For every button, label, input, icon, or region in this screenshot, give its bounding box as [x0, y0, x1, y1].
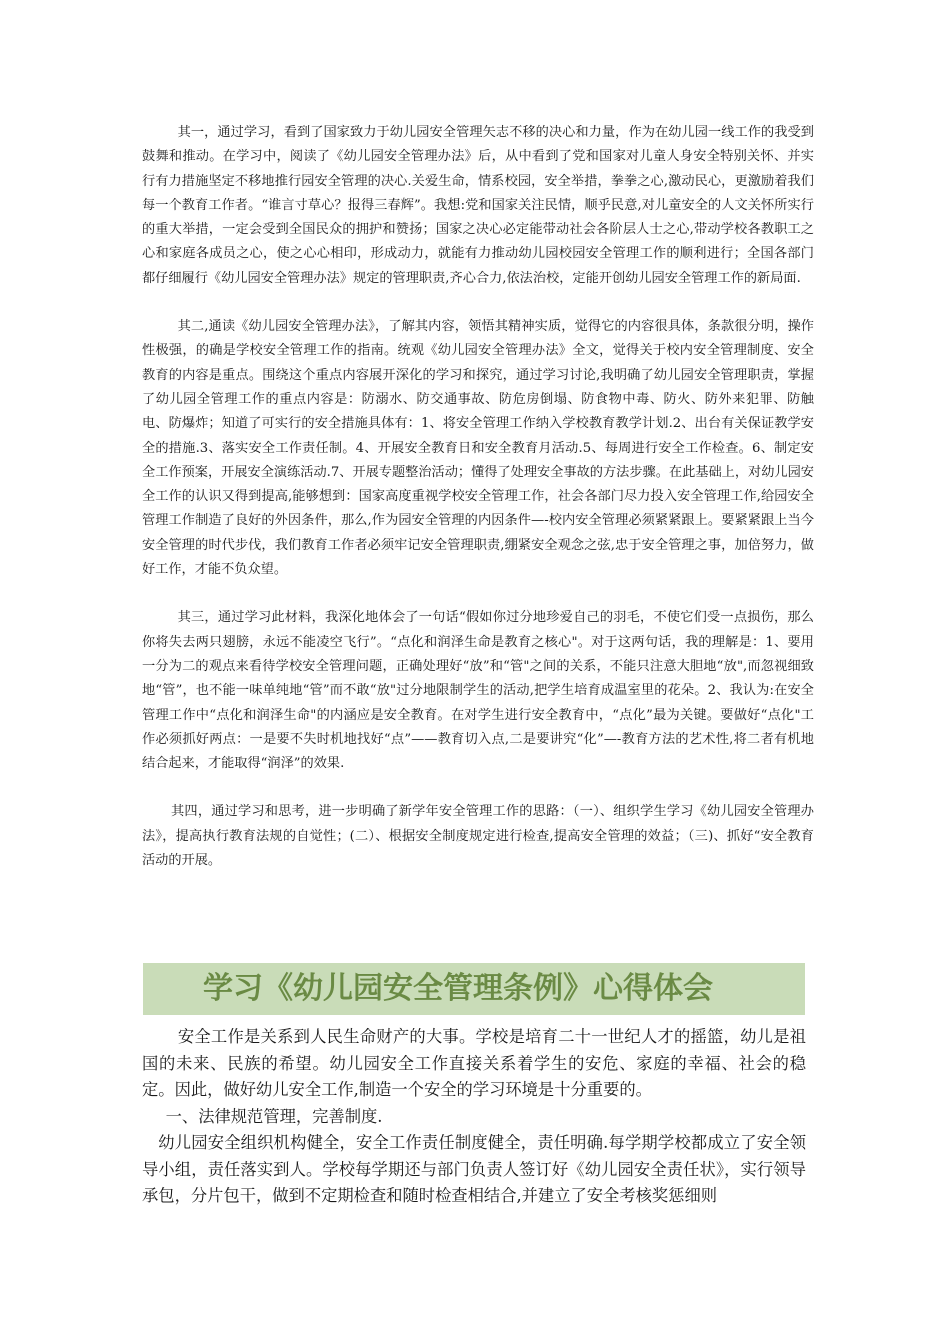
article-paragraph-intro: 安全工作是关系到人民生命财产的大事。学校是培育二十一世纪人才的摇篮，幼儿是祖国的未来、民族的希望。幼儿园安全工作直接关系着学生的安危、家庭的幸福、社会的稳定。因此，做好幼儿安全工作,制造一个安全的学习环境是十分重要的。	[142, 1027, 806, 1099]
banner-title: 学习《幼儿园安全管理条例》心得体会	[203, 971, 713, 1006]
article-section	[142, 1024, 806, 1210]
article-paragraph-2: 幼儿园安全组织机构健全，安全工作责任制度健全，责任明确.每学期学校都成立了安全领导小组，责任落实到人。学校每学期还与部门负责人签订好《幼儿园安全责任状》，实行领导承包，分片包干，做到不定期检查和随时检查相结合,并建立了安全考核奖惩细则	[142, 1133, 806, 1205]
paragraph-3: 其三，通过学习此材料，我深化地体会了一句话“假如你过分地珍爱自己的羽毛，不使它们受一点损伤，那么你将失去两只翅膀，永远不能凌空飞行”。“点化和润泽生命是教育之核心"。对于这两句话，我的理解是：1、要用一分为二的观点来看待学校安全管理问题，正确处理好“放”和“管"之间的关系，不能只注意大胆地“放",而忽视细致地“管”，也不能一味单纯地“管”而不敢“放"过分地限制学生的活动,把学生培育成温室里的花朵。2、我认为:在安全管理工作中“点化和润泽生命"的内涵应是安全教育。在对学生进行安全教育中，“点化”最为关键。要做好“点化"工作必须抓好两点：一是要不失时机地找好“点”——教育切入点,二是要讲究“化”—-教育方法的艺术性,将二者有机地结合起来，才能取得“润泽”的效果.	[142, 610, 814, 772]
paragraph-1: 其一，通过学习，看到了国家致力于幼儿园安全管理矢志不移的决心和力量，作为在幼儿园一线工作的我受到鼓舞和推动。在学习中，阅读了《幼儿园安全管理办法》后，从中看到了党和国家对儿童人身安全特别关怀、并实行有力措施坚定不移地推行园安全管理的决心.关爱生命，情系校园，安全举措，拳拳之心,激动民心，更激励着我们每一个教育工作者。“谁言寸草心？报得三春辉”。我想:党和国家关注民情，顺乎民意,对儿童安全的人文关怀所实行的重大举措，一定会受到全国民众的拥护和赞扬；国家之决心必定能带动社会各阶层人士之心,带动学校各教职工之心和家庭各成员之心，使之心心相印，形成动力，就能有力推动幼儿园校园安全管理工作的顺利进行；全国各部门都仔细履行《幼儿园安全管理办法》规定的管理职责,齐心合力,依法治校，定能开创幼儿园安全管理工作的新局面.	[142, 125, 814, 286]
reflection-section	[142, 121, 814, 873]
paragraph-2: 其二,通读《幼儿园安全管理办法》，了解其内容，领悟其精神实质，觉得它的内容很具体，条款很分明，操作性极强，的确是学校安全管理工作的指南。统观《幼儿园安全管理办法》全文，觉得关于校内安全管理制度、安全教育的内容是重点。围绕这个重点内容展开深化的学习和探究，通过学习讨论,我明确了幼儿园安全管理职责，掌握了幼儿园全管理工作的重点内容是：防溺水、防交通事故、防危房倒塌、防食物中毒、防火、防外来犯罪、防触电、防爆炸；知道了可实行的安全措施具体有：1、将安全管理工作纳入学校教育教学计划.2、出台有关保证教学安全的措施.3、落实安全工作责任制。4、开展安全教育日和安全教育月活动.5、每周进行安全工作检查。6、制定安全工作预案，开展安全演练活动.7、开展专题整治活动；懂得了处理安全事故的方法步骤。在此基础上，对幼儿园安全工作的认识又得到提高,能够想到：国家高度重视学校安全管理工作，社会各部门尽力投入安全管理工作,给园安全管理工作制造了良好的外因条件，那么,作为园安全管理的内因条件—-校内安全管理必须紧紧跟上。要紧紧跟上当今安全管理的时代步伐，我们教育工作者必须牢记安全管理职责,绷紧安全观念之弦,忠于安全管理之事，加倍努力，做好工作，才能不负众望。	[142, 319, 814, 578]
title-banner	[143, 963, 805, 1015]
paragraph-4: 其四，通过学习和思考，进一步明确了新学年安全管理工作的思路：（一）、组织学生学习《幼儿园安全管理办法》，提高执行教育法规的自觉性；(二）、根据安全制度规定进行检查,提高安全管理的效益；（三)、抓好“安全教育活动的开展。	[142, 804, 814, 869]
article-heading-1: 一、法律规范管理，完善制度.	[165, 1106, 383, 1126]
